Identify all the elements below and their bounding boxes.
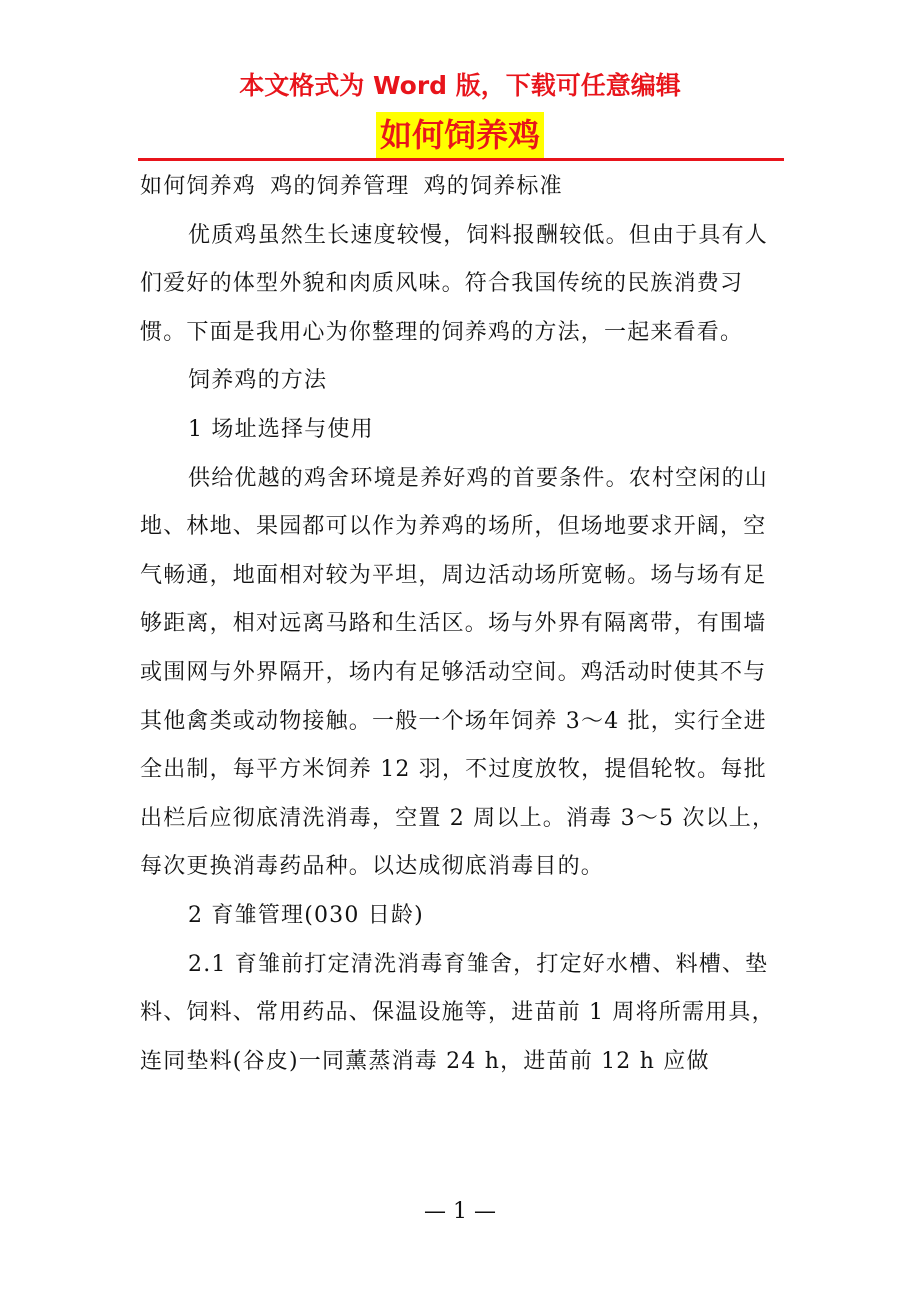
document-body <box>140 163 780 1086</box>
keywords-line: 如何饲养鸡 鸡的饲养管理 鸡的饲养标准 <box>140 174 563 199</box>
title-divider <box>138 158 784 161</box>
paragraph-intro: 优质鸡虽然生长速度较慢，饲料报酬较低。但由于具有人们爱好的体型外貌和肉质风味。符合我国传统的民族消费习惯。下面是我用心为你整理的饲养鸡的方法，一起来看看。 <box>140 222 769 345</box>
title-container <box>0 112 920 158</box>
subheading-site: 1 场址选择与使用 <box>188 416 374 442</box>
page-number: — 1 — <box>424 1199 496 1224</box>
document-title: 如何饲养鸡 <box>376 112 544 158</box>
paragraph-site: 供给优越的鸡舍环境是养好鸡的首要条件。农村空闲的山地、林地、果园都可以作为养鸡的场所，但场地要求开阔，空气畅通，地面相对较为平坦，周边活动场所宽畅。场与场有足够距离，相对远离马路和生活区。场与外界有隔离带，有围墙或围网与外界隔开，场内有足够活动空间。鸡活动时使其不与其他禽类或动物接触。一般一个场年饲养 3～4 批，实行全进全出制，每平方米饲养 12 羽，不过度放牧，提倡轮牧。每批出栏后应彻底清洗消毒，空置 2 周以上。消毒 3～5 次以上，每次更换消毒药品种。以达成彻底消毒目的。 <box>140 465 776 880</box>
paragraph-brooding: 2.1 育雏前打定清洗消毒育雏舍，打定好水槽、料槽、垫料、饲料、常用药品、保温设施等，进苗前 1 周将所需用具，连同垫料(谷皮)一同薰蒸消毒 24 h，进苗前 12 h 应做 <box>140 951 775 1074</box>
section-heading: 饲养鸡的方法 <box>188 368 328 394</box>
subheading-brooding: 2 育雏管理(030 日龄) <box>188 902 424 928</box>
format-banner: 本文格式为 Word 版，下载可任意编辑 <box>239 71 681 100</box>
